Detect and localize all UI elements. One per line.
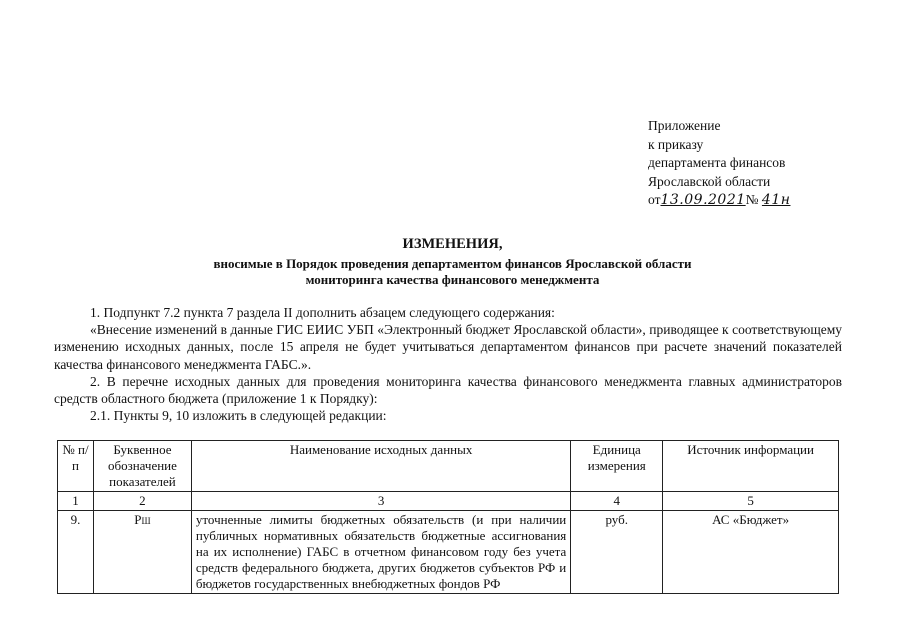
- order-label: к приказу: [648, 136, 704, 152]
- index-cell: 4: [571, 492, 663, 511]
- appendix-label: Приложение: [648, 118, 721, 133]
- index-cell: 1: [58, 492, 94, 511]
- code-main: P: [134, 512, 142, 527]
- order-date-line: [648, 191, 790, 210]
- document-subtitle-line2: мониторинга качества финансового менеджмента: [305, 272, 600, 287]
- table-row: [58, 511, 839, 594]
- row-source: АС «Бюджет»: [663, 511, 839, 594]
- paragraph-3: 2. В перечне исходных данных для проведения мониторинга качества финансового менеджмента главных администраторов средств областного бюджета (приложение 1 к Порядку):: [54, 373, 842, 407]
- document-title: ИЗМЕНЕНИЯ,: [402, 236, 503, 252]
- department-label: департамента финансов: [648, 155, 786, 171]
- header-num: № п/п: [58, 441, 94, 492]
- row-code: [93, 511, 191, 594]
- paragraph-2: «Внесение изменений в данные ГИС ЕИИС УБП «Электронный бюджет Ярославской области», приводящее к соответствующему изменению исходных данных, после 15 апреля не будет учитываться департаментом финансов при расчете значений показателей качества финансового менеджмента ГАБС.».: [54, 322, 842, 372]
- row-num: 9.: [58, 511, 94, 594]
- handwritten-date: 13.09.2021: [660, 192, 746, 209]
- header-code: Буквенное обозначение показателей: [93, 441, 191, 492]
- source-data-table: [57, 440, 839, 594]
- paragraph-4: 2.1. Пункты 9, 10 изложить в следующей редакции:: [90, 408, 387, 424]
- document-body: [54, 304, 842, 424]
- index-cell: 2: [93, 492, 191, 511]
- header-unit: Единица измерения: [571, 441, 663, 492]
- index-cell: 5: [663, 492, 839, 511]
- code-subscript: Ш: [141, 516, 151, 526]
- index-cell: 3: [191, 492, 570, 511]
- header-name: Наименование исходных данных: [191, 441, 570, 492]
- table-index-row: [58, 492, 839, 511]
- header-source: Источник информации: [663, 441, 839, 492]
- handwritten-number: 41н: [761, 192, 791, 209]
- row-name: уточненные лимиты бюджетных обязательств (и при наличии публичных нормативных обязательств бюджетные ассигнования на их исполнение) ГАБС в отчетном финансовом году без учета средств федерального бюджета, других бюджетов субъектов РФ и бюджетов государственных внебюджетных фондов РФ: [191, 511, 570, 594]
- region-label: Ярославской области: [648, 173, 771, 189]
- number-prefix: №: [745, 192, 759, 208]
- date-prefix: от: [648, 192, 661, 208]
- paragraph-1: 1. Подпункт 7.2 пункта 7 раздела II дополнить абзацем следующего содержания:: [90, 305, 555, 320]
- document-subtitle-line1: вносимые в Порядок проведения департаментом финансов Ярославской области: [213, 256, 692, 271]
- approval-header-block: [648, 117, 790, 210]
- row-unit: руб.: [571, 511, 663, 594]
- table-header-row: [58, 441, 839, 492]
